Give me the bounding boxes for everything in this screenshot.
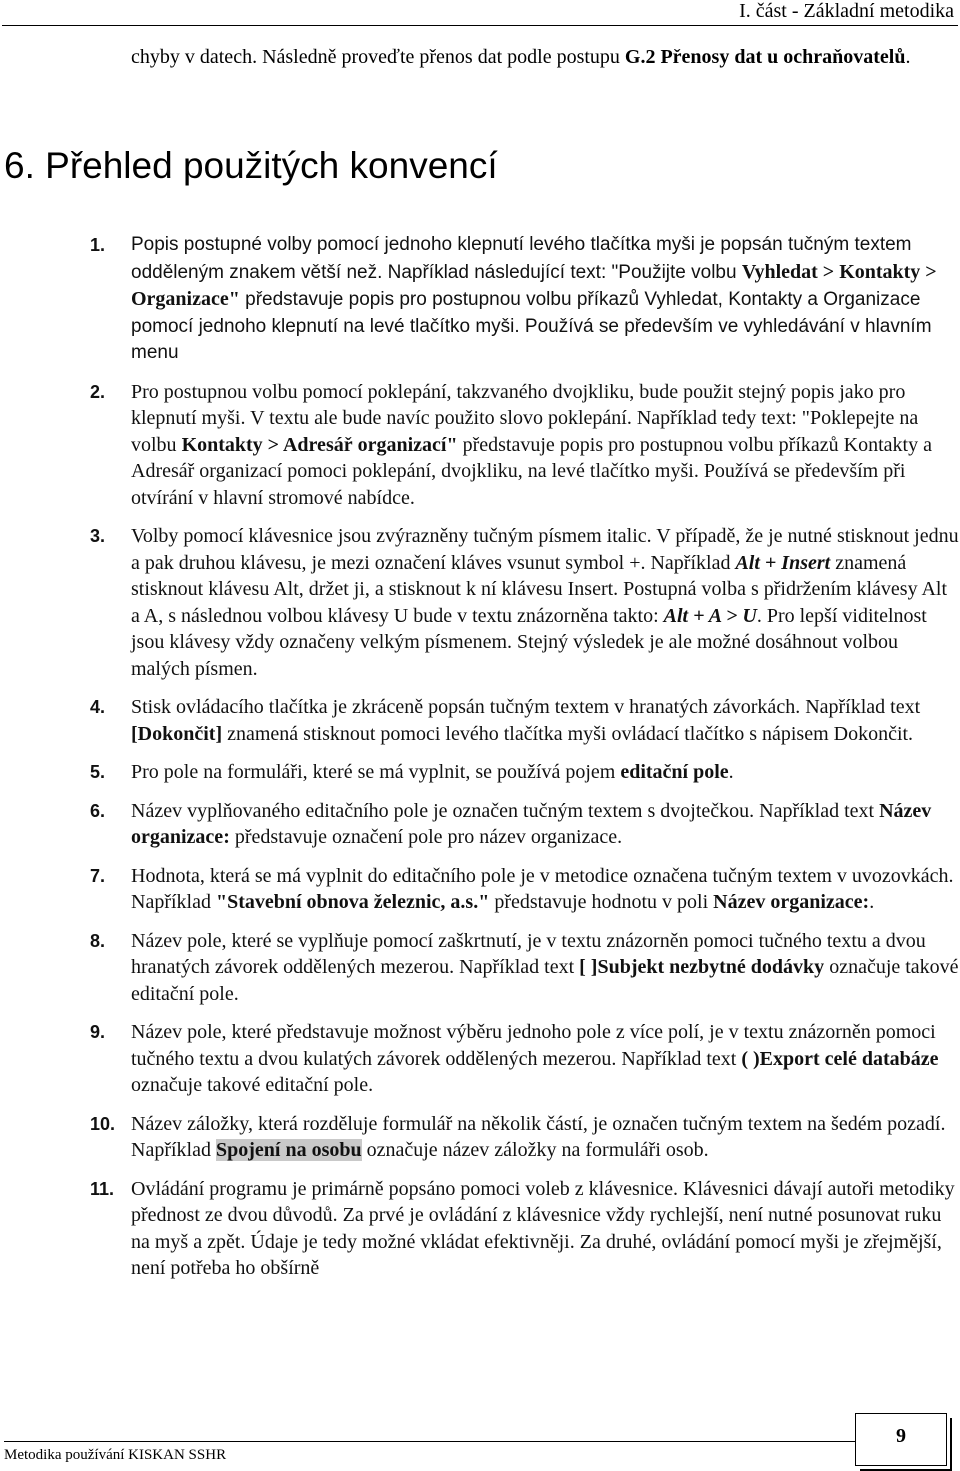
body-text: představuje popis pro postupnou volbu příkazů Vyhledat, Kontakty a Organizace pomocí jednoho klepnutí na levé tlačítko myši. Používá se především ve vyhledávání v hlavním menu <box>131 289 932 363</box>
list-item <box>0 379 959 512</box>
body-text: znamená stisknout klávesu Alt, držet ji, a stisknout k ní klávesu Insert. Postupná volba s přidržením klávesy Alt a A, s následnou volbou klávesy U bude v textu znázorněna takto: <box>131 551 948 627</box>
emphasis-text: Spojení na osobu <box>215 1139 362 1161</box>
emphasis-text: Vyhledat > Kontakty > Organizace" <box>131 260 937 310</box>
emphasis-text: Alt + Insert <box>735 551 831 574</box>
emphasis-text: [ ]Subjekt nezbytné dodávky <box>579 956 825 978</box>
body-text: Ovládání programu je primárně popsáno pomoci voleb z klávesnice. Klávesnici dávají autoři metodiky přednost ze dvou důvodů. Za prvé je ovládání z klávesnice vždy rychlejší, není nutné posunovat ruku na myš a zpět. Údaje je tedy možné vkládat efektivněji. Za druhé, ovládání pomocí myši je zřejmější, není potřeba ho obšírně <box>131 1177 955 1279</box>
conventions-list <box>0 232 960 1282</box>
list-item-number: 1. <box>90 235 106 255</box>
body-text: označuje takové editační pole. <box>131 1074 374 1096</box>
list-item-number: 6. <box>90 800 106 821</box>
body-text: Stisk ovládacího tlačítka je zkráceně popsán tučným textem v hranatých závorkách. Například text <box>131 696 921 718</box>
emphasis-text: Kontakty > Adresář organizací" <box>181 433 458 456</box>
list-item <box>0 759 959 786</box>
list-item-number: 7. <box>90 865 106 886</box>
emphasis-text: Alt + A > U <box>663 604 757 627</box>
list-item-number: 5. <box>90 762 106 782</box>
body-text: označuje název záložky na formuláři osob. <box>361 1139 709 1161</box>
list-item-number: 4. <box>90 697 106 717</box>
list-item <box>0 863 959 916</box>
list-item <box>0 1019 959 1099</box>
emphasis-text: Název organizace: <box>131 799 932 848</box>
list-item <box>0 694 959 747</box>
list-item-number: 8. <box>90 930 106 951</box>
body-text: představuje označení pole pro název organizace. <box>229 826 623 848</box>
body-text: představuje popis pro postupnou volbu příkazů Kontakty a Adresář organizací pomoci poklepání, dvojkliku, na levé tlačítko myši. Používá se především při otvírání v hlavní stromové nabídce. <box>131 433 932 509</box>
item-gap <box>0 1164 960 1176</box>
body-text: označuje takové editační pole. <box>131 956 959 1005</box>
page-number: 9 <box>896 1425 906 1447</box>
intro-end: . <box>905 46 911 68</box>
list-item <box>0 1111 959 1164</box>
body-text: . <box>869 891 875 913</box>
emphasis-text: [Dokončit] <box>131 722 223 745</box>
body-text: představuje hodnotu v poli <box>489 891 714 913</box>
list-item-number: 3. <box>90 526 106 546</box>
footer-title: Metodika používání KISKAN SSHR <box>4 1447 227 1463</box>
item-gap <box>0 1007 960 1019</box>
body-text: Volby pomocí klávesnice jsou zvýrazněny tučným písmem italic. V případě, že je nutné stisknout jednu a pak druhou klávesu, je mezi označení kláves vsunut symbol +. Například <box>131 525 959 574</box>
intro-paragraph <box>131 44 911 71</box>
item-gap <box>0 367 960 379</box>
item-gap <box>0 916 960 928</box>
item-gap <box>0 747 960 759</box>
body-text: Pro pole na formuláři, které se má vyplnit, se používá pojem <box>131 761 621 783</box>
item-gap <box>0 682 960 694</box>
list-item-number: 11. <box>90 1178 115 1199</box>
footer-rule <box>4 1441 856 1442</box>
emphasis-text: editační pole <box>620 761 729 783</box>
list-item-number: 9. <box>90 1022 106 1042</box>
body-text: Název pole, které představuje možnost výběru jednoho pole z více polí, je v textu znázorněn pomoci tučného textu a dvou kulatých závorek oddělených mezerou. Například text <box>131 1021 936 1070</box>
emphasis-text: "Stavební obnova železnic, a.s." <box>215 891 490 913</box>
list-item <box>0 798 959 851</box>
item-gap <box>0 1099 960 1111</box>
running-header: I. část - Základní metodika <box>739 0 954 22</box>
body-text: Popis postupné volby pomocí jednoho klepnutí levého tlačítka myši je popsán tučným textem odděleným znakem větší než. Například následující text: "Použijte volbu <box>131 234 912 283</box>
body-text: znamená stisknout pomoci levého tlačítka myši ovládací tlačítko s nápisem Dokončit. <box>222 722 914 745</box>
body-text: . <box>728 761 734 783</box>
section-heading: 6. Přehled použitých konvencí <box>4 145 498 186</box>
item-gap <box>0 851 960 863</box>
body-text: . Pro lepší viditelnost jsou klávesy vždy označeny velkým písmenem. Stejný výsledek je ale možné dosáhnout volbou malých písmen. <box>131 604 927 680</box>
emphasis-text: ( )Export celé databáze <box>741 1047 939 1070</box>
list-item <box>0 232 959 367</box>
body-text: Hodnota, která se má vyplnit do editačního pole je v metodice označena tučným textem v uvozovkách. Například <box>131 864 954 913</box>
body-text: Pro postupnou volbu pomocí poklepání, takzvaného dvojkliku, bude použit stejný popis jako pro klepnutí myši. V textu ale bude navíc použito slovo poklepání. Například tedy text: "Poklepejte na volbu <box>131 380 919 456</box>
list-item-number: 2. <box>90 381 106 402</box>
intro-link[interactable]: G.2 Přenosy dat u ochraňovatelů <box>624 46 906 68</box>
body-text: Název vyplňovaného editačního pole je označen tučným textem s dvojtečkou. Například text <box>131 799 880 822</box>
body-text: Název záložky, která rozděluje formulář na několik částí, je označen tučným textem na šedém pozadí. Například <box>131 1112 946 1161</box>
body-text: Název pole, které se vyplňuje pomocí zaškrtnutí, je v textu znázorněn pomoci tučného textu a dvou hranatých závorek oddělených mezerou. Například text <box>131 929 926 978</box>
list-item <box>0 928 959 1008</box>
item-gap <box>0 511 960 523</box>
header-rule <box>2 25 958 26</box>
list-item-number: 10. <box>90 1113 116 1134</box>
list-item <box>0 523 959 682</box>
intro-text: chyby v datech. Následně proveďte přenos dat podle postupu <box>131 46 625 68</box>
emphasis-text: Název organizace: <box>713 891 870 913</box>
item-gap <box>0 786 960 798</box>
list-item <box>0 1176 959 1282</box>
